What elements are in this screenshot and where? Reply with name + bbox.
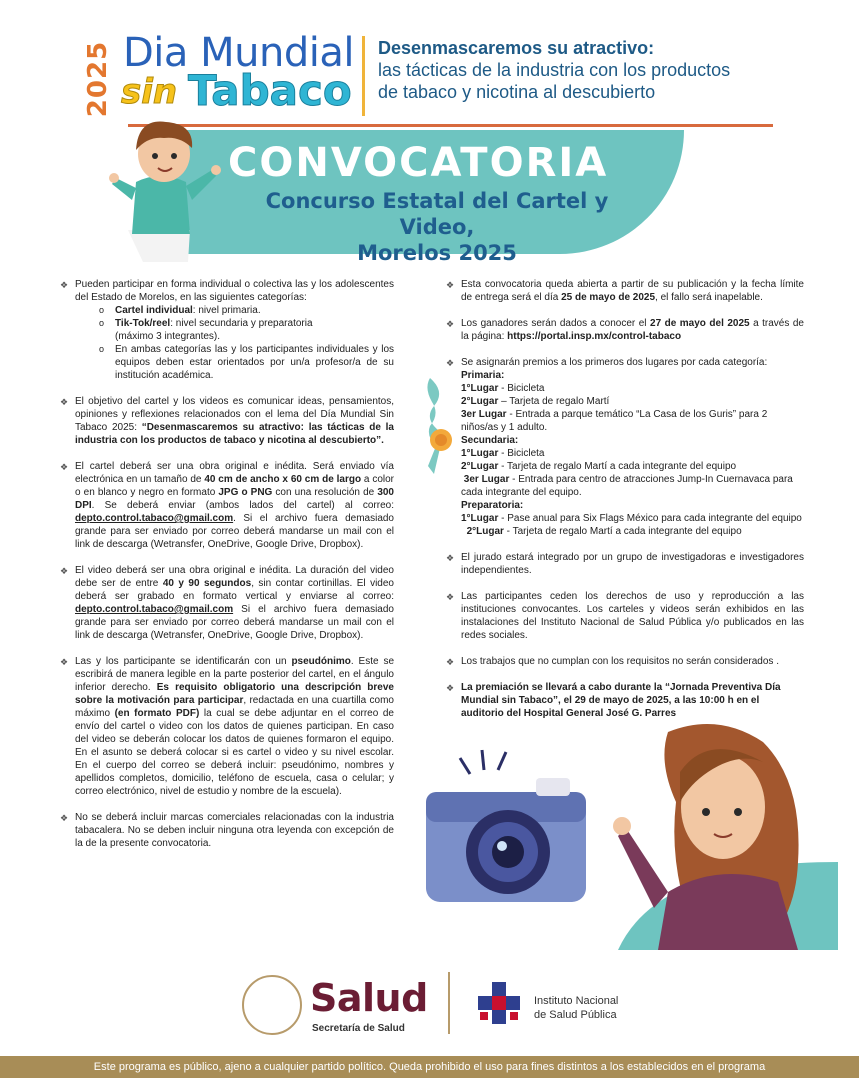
bases-item-ganadores: ❖ Los ganadores serán dados a conocer el 27 de mayo del 2025 a través de la página: https://portal.insp.mx/control-tabaco — [446, 318, 804, 342]
header — [0, 0, 859, 130]
footer-divider — [448, 972, 450, 1034]
diamond-bullet-icon: ❖ — [446, 553, 455, 563]
disclaimer-bar: Este programa es público, ajeno a cualquier partido político. Queda prohibido el uso para fines distintos a los establecidos en el programa — [0, 1056, 859, 1078]
diamond-bullet-icon: ❖ — [60, 657, 69, 667]
bases-item-participantes: ❖ Pueden participar en forma individual o colectiva las y los adolescentes del Estado de Morelos, en las siguientes categorías: o Cartel individual: nivel primaria. o Tik-Tok/reel: nivel secundaria y preparatoria (máximo 3 integrantes). o En ambas categorías las y los participantes individuales y los equipos deben estar orientados por un/a profesor/a de su institución académica. — [60, 279, 394, 381]
prize-line: 1°Lugar - Pase anual para Six Flags México para cada integrante del equipo — [461, 513, 802, 524]
prize-line: 2°Lugar - Tarjeta de regalo Martí a cada integrante del equipo — [466, 526, 742, 537]
bases-item-derechos: ❖ Las participantes ceden los derechos de uso y reproducción a las instituciones convocantes. Los carteles y videos serán exhibidos en las instalaciones del Instituto Nacional de Salud Pública y/o publicados en las redes sociales. — [446, 591, 804, 641]
bases-item-cartel: ❖ El cartel deberá ser una obra original e inédita. Será enviado vía electrónica en un tamaño de 40 cm de ancho x 60 cm de largo a color o en blanco y negro en formato JPG o PNG con una resolución de 300 DPI. Se deberá enviar (ambos lados del cartel) al correo: depto.control.tabaco@gmail.com. Si el archivo fuera demasiado grande para ser enviado por correo deberá mandarse un mail con el link de descarga (Wetransfer, OneDrive, Google Drive, Dropbox). — [60, 461, 394, 550]
insp-logo-icon — [474, 982, 524, 1032]
results-url-link[interactable]: https://portal.insp.mx/control-tabaco — [507, 331, 682, 342]
prize-line: 2°Lugar - Tarjeta de regalo Martí a cada integrante del equipo — [461, 461, 737, 472]
diamond-bullet-icon: ❖ — [446, 280, 455, 290]
prize-heading-preparatoria: Preparatoria: — [461, 500, 524, 511]
diamond-bullet-icon: ❖ — [446, 592, 455, 602]
diamond-bullet-icon: ❖ — [60, 566, 69, 576]
convocatoria-title: CONVOCATORIA — [228, 140, 609, 186]
diamond-bullet-icon: ❖ — [60, 462, 69, 472]
diamond-bullet-icon: ❖ — [60, 397, 69, 407]
subtitle-line2: Morelos 2025 — [357, 241, 517, 265]
circle-bullet-icon: o — [99, 344, 105, 354]
bases-item-requisitos: ❖ Los trabajos que no cumplan con los requisitos no serán considerados . — [446, 656, 779, 667]
diamond-bullet-icon: ❖ — [446, 358, 455, 368]
left-column — [60, 278, 394, 863]
salud-logo-text: Salud — [310, 976, 428, 1020]
slogan-line3: de tabaco y nicotina al descubierto — [378, 82, 656, 102]
insp-label: Instituto Nacional de Salud Pública — [534, 995, 619, 1021]
bases-item-premios: ❖ Se asignarán premios a los primeros dos lugares por cada categoría: Primaria: 1°Lugar - Bicicleta 2°Lugar – Tarjeta de regalo Martí 3er Lugar - Entrada a parque temático “La Casa de los Guris” para 2 niños/as y 1 adulto. Secundaria: 1°Lugar - Bicicleta 2°Lugar - Tarjeta de regalo Martí a cada integrante del equipo 3er Lugar - Entrada para centro de atracciones Jump-In Cuernavaca para cada integrante del equipo. Preparatoria: 1°Lugar - Pase anual para Six Flags México para cada integrante del equipo 2°Lugar - Tarjeta de regalo Martí a cada integrante del equipo — [446, 356, 804, 538]
email-link[interactable]: depto.control.tabaco@gmail.com — [75, 604, 234, 615]
girl-camera-illustration — [418, 712, 838, 950]
right-column — [446, 278, 804, 733]
diamond-bullet-icon: ❖ — [446, 683, 455, 693]
bases-item-premiacion: ❖ La premiación se llevará a cabo durante la “Jornada Preventiva Día Mundial sin Tabaco”, el 29 de mayo de 2025, a las 10:00 h en el auditorio del Hospital General José G. Parres — [446, 682, 781, 719]
circle-bullet-icon: o — [99, 305, 105, 315]
category-cartel: o Cartel individual: nivel primaria. — [99, 305, 261, 316]
diamond-bullet-icon: ❖ — [446, 319, 455, 329]
header-divider — [362, 36, 365, 116]
category-tiktok: o Tik-Tok/reel: nivel secundaria y preparatoria — [99, 318, 313, 329]
category-orientation: o En ambas categorías las y los participantes individuales y los equipos deben estar orientados por un/a profesor/a de su institución académica. — [99, 344, 394, 381]
contest-subtitle — [228, 188, 646, 266]
prize-line: 3er Lugar - Entrada para centro de atracciones Jump-In Cuernavaca para cada integrante del equipo. — [461, 474, 793, 498]
prize-line: 2°Lugar – Tarjeta de regalo Martí — [461, 396, 610, 407]
circle-bullet-icon: o — [99, 318, 105, 328]
mexico-seal-logo — [242, 975, 302, 1035]
year-label: 2025 — [83, 40, 114, 118]
title-sin: sin — [121, 72, 178, 112]
prize-line: 3er Lugar - Entrada a parque temático “La Casa de los Guris” para 2 niños/as y 1 adulto. — [461, 409, 768, 433]
boy-illustration — [108, 112, 228, 262]
title-tabaco: Tabaco — [188, 66, 352, 115]
bases-item-fecha-limite: ❖ Esta convocatoria queda abierta a partir de su publicación y la fecha límite de entrega será el día 25 de mayo de 2025, el fallo será inapelable. — [446, 279, 804, 303]
prize-heading-secundaria: Secundaria: — [461, 435, 519, 446]
slogan-bold: Desenmascaremos su atractivo: — [378, 38, 655, 58]
category-tiktok-note: (máximo 3 integrantes). — [115, 331, 221, 342]
subtitle-line1: Concurso Estatal del Cartel y Video, — [265, 189, 609, 239]
bases-item-marcas: ❖ No se deberá incluir marcas comerciales relacionadas con la industria tabacalera. No se deben incluir ninguna otra leyenda con excepción de la de la presente convocatoria. — [60, 812, 394, 849]
diamond-bullet-icon: ❖ — [60, 280, 69, 290]
bases-item-pseudonimo: ❖ Las y los participante se identificarán con un pseudónimo. Este se escribirá de manera legible en la parte posterior del cartel, en el ángulo inferior derecho. Es requisito obligatorio una descripción breve sobre la motivación para participar, redactada en una cuartilla como máximo (en formato PDF) la cual se debe adjuntar en el correo de envío del cartel o video con los datos de quienes participan. En caso del video se deberán colocar los datos de quienes formaron el equipo. En el asunto se deberá colocar si es cartel o video y su nivel escolar. En el cuerpo del correo se deberá incluir: pseudónimo, nombres y apellidos completos, domicilio, teléfono de escuela, casa o celular; y correo electrónico, nivel de estudio y nombre de la escuela). — [60, 656, 395, 797]
secretaria-label: Secretaría de Salud — [312, 1023, 405, 1034]
prize-line: 1°Lugar - Bicicleta — [461, 383, 545, 394]
prize-line: 1°Lugar - Bicicleta — [461, 448, 545, 459]
title-dia-mundial: Dia Mundial — [123, 30, 354, 76]
slogan — [378, 38, 818, 103]
diamond-bullet-icon: ❖ — [60, 813, 69, 823]
bases-item-objetivo: ❖ El objetivo del cartel y los videos es comunicar ideas, pensamientos, opiniones y reflexiones relacionados con el lema del Día Mundial Sin Tabaco 2025: “Desenmascaremos su atractivo: las tácticas de la industria con los productos de tabaco y nicotina al descubierto”. — [60, 396, 394, 446]
email-link[interactable]: depto.control.tabaco@gmail.com — [75, 513, 234, 524]
prize-heading-primaria: Primaria: — [461, 370, 505, 381]
bases-item-jurado: ❖ El jurado estará integrado por un grupo de investigadoras e investigadores independientes. — [446, 552, 804, 576]
bases-item-video: ❖ El video deberá ser una obra original e inédita. La duración del video debe ser de entre 40 y 90 segundos, sin contar cortinillas. El video deberá ser grabado en formato vertical y enviarse al correo: depto.control.tabaco@gmail.com Si el archivo fuera demasiado grande para ser enviado por correo deberá mandarse un mail con el link de descarga (Wetransfer, OneDrive, Google Drive, Dropbox). — [60, 565, 394, 641]
slogan-line2: las tácticas de la industria con los productos — [378, 60, 731, 80]
diamond-bullet-icon: ❖ — [446, 657, 455, 667]
